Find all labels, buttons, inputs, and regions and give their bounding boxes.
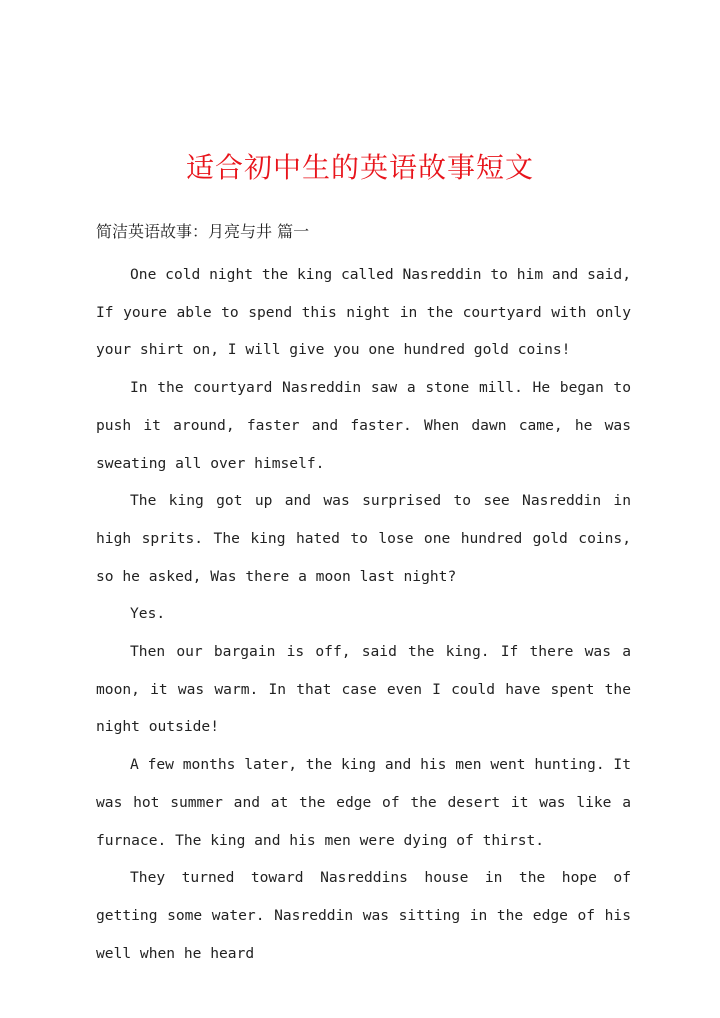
paragraph-2: In the courtyard Nasreddin saw a stone mill. He began to push it around, faster and faster. When dawn came, he was sweating all over himself. [96, 379, 631, 472]
document-title: 适合初中生的英语故事短文 [185, 151, 534, 184]
paragraph-7: They turned toward Nasreddins house in the hope of getting some water. Nasreddin was sitting in the edge of his well when he heard [96, 869, 631, 962]
paragraph-3: The king got up and was surprised to see Nasreddin in high sprits. The king hated to lose one hundred gold coins, so he asked, Was there a moon last night? [96, 492, 631, 585]
paragraph-1: One cold night the king called Nasreddin to him and said, If youre able to spend this night in the courtyard with only your shirt on, I will give you one hundred gold coins! [96, 266, 631, 359]
paragraph-4: Yes. [130, 605, 166, 623]
section-heading: 简洁英语故事：月亮与井 篇一 [96, 222, 310, 241]
paragraph-5: Then our bargain is off, said the king. If there was a moon, it was warm. In that case even I could have spent the night outside! [96, 643, 631, 736]
paragraph-6: A few months later, the king and his men went hunting. It was hot summer and at the edge of the desert it was like a furnace. The king and his men were dying of thirst. [96, 756, 631, 849]
story-body [96, 256, 631, 972]
